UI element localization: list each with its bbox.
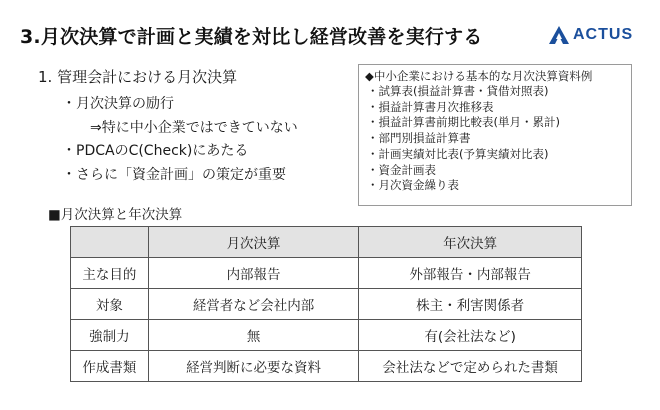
report-example-item: ・月次資金繰り表 [367,178,459,193]
section-heading-monthly-closing: 1. 管理会計における月次決算 [38,68,238,86]
bullet-item: ⇒特に中小企業ではできていない [90,120,298,136]
logo-text: ACTUS [573,26,634,43]
report-examples-box [358,64,632,206]
table-header-cell [71,227,149,258]
table-row-header: 強制力 [71,320,149,351]
table-cell: 経営者など会社内部 [148,289,358,320]
table-header-cell: 月次決算 [148,227,358,258]
table-cell: 外部報告・内部報告 [359,258,582,289]
report-example-item: ・試算表(損益計算書・貸借対照表) [367,84,549,98]
report-example-item: ・部門別損益計算書 [367,131,471,146]
slide-title: 3.月次決算で計画と実績を対比し経営改善を実行する [20,26,483,48]
report-example-item: ・損益計算書前期比較表(単月・累計) [367,115,560,130]
table-cell: 無 [148,320,358,351]
actus-logo [548,25,633,45]
comparison-table [70,226,582,382]
table-cell: 会社法などで定められた書類 [359,351,582,382]
table-row [71,258,582,289]
table-row [71,320,582,351]
report-examples-title: ◆中小企業における基本的な月次決算資料例 [365,69,593,83]
table-row [71,289,582,320]
bullet-item: ・さらに「資金計画」の策定が重要 [62,167,286,183]
report-example-item: ・損益計算書月次推移表 [367,99,494,114]
report-example-item: ・資金計画表 [367,162,436,177]
table-row-header: 主な目的 [71,258,149,289]
section-heading-comparison: ■月次決算と年次決算 [48,207,183,223]
table-row-header: 作成書類 [71,351,149,382]
table-header-cell: 年次決算 [359,227,582,258]
table-cell: 経営判断に必要な資料 [148,351,358,382]
table-cell: 株主・利害関係者 [359,289,582,320]
actus-logo-icon [548,25,570,45]
table-cell: 内部報告 [148,258,358,289]
table-header-row [71,227,582,258]
bullet-item: ・PDCAのC(Check)にあたる [62,143,249,159]
report-example-item: ・計画実績対比表(予算実績対比表) [367,146,549,161]
table-cell: 有(会社法など) [359,320,582,351]
table-row-header: 対象 [71,289,149,320]
bullet-item: ・月次決算の励行 [62,96,174,112]
table-row [71,351,582,382]
